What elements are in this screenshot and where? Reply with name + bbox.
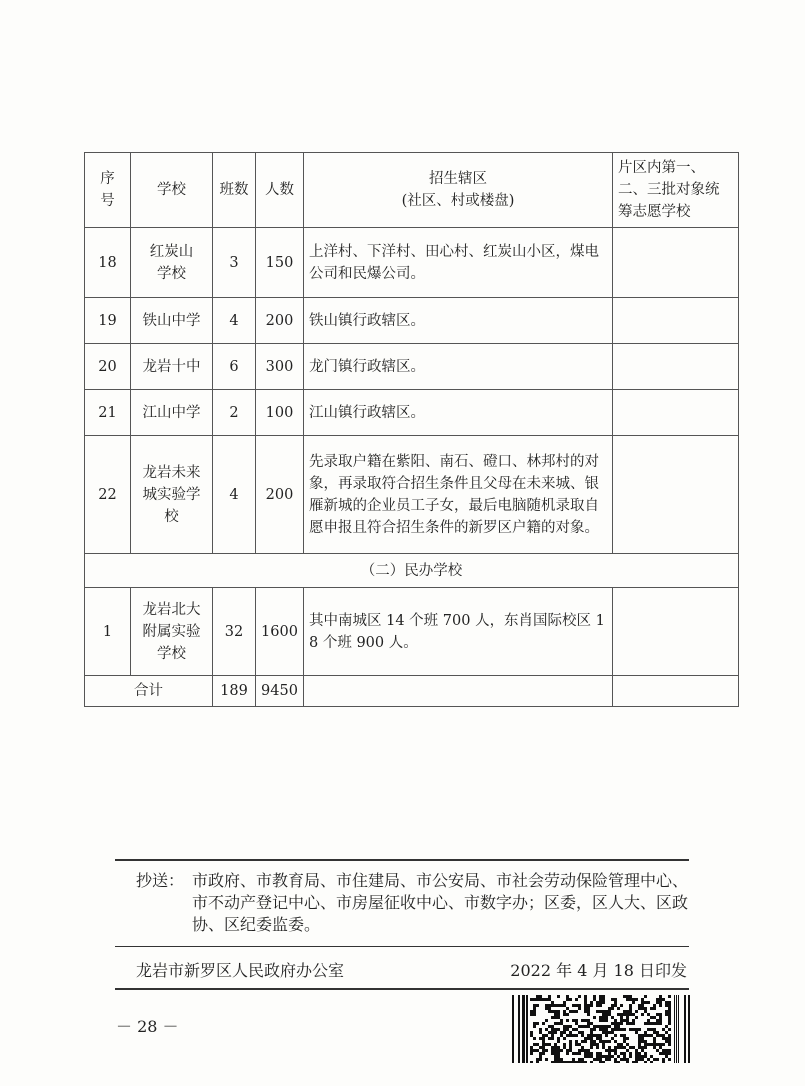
- issuing-office: 龙岩市新罗区人民政府办公室: [136, 961, 345, 980]
- section-title: （二）民办学校: [85, 554, 739, 588]
- cell-students: 1600: [256, 588, 304, 676]
- cell-batch: [613, 228, 739, 298]
- enrollment-table: [84, 152, 739, 707]
- cell-seq: 21: [85, 390, 131, 436]
- header-school: 学校: [131, 153, 213, 228]
- cell-school: 龙岩十中: [131, 344, 213, 390]
- total-row: [85, 676, 739, 707]
- cell-school: 龙岩未来 城实验学 校: [131, 436, 213, 554]
- header-batch: 片区内第一、二、三批对象统筹志愿学校: [613, 153, 739, 228]
- cell-seq: 19: [85, 298, 131, 344]
- cell-zone: 先录取户籍在紫阳、南石、磴口、林邦村的对象，再录取符合招生条件且父母在未来城、银雁新城的企业员工子女，最后电脑随机录取自愿申报且符合招生条件的新罗区户籍的对象。: [304, 436, 613, 554]
- cell-zone: 上洋村、下洋村、田心村、红炭山小区，煤电公司和民爆公司。: [304, 228, 613, 298]
- top-rule: [115, 859, 689, 861]
- total-batch: [613, 676, 739, 707]
- header-students: 人数: [256, 153, 304, 228]
- table-row: [85, 344, 739, 390]
- cell-batch: [613, 344, 739, 390]
- cell-classes: 2: [213, 390, 256, 436]
- cell-students: 100: [256, 390, 304, 436]
- cell-students: 150: [256, 228, 304, 298]
- cell-seq: 18: [85, 228, 131, 298]
- cc-label: 抄送：: [136, 871, 185, 890]
- total-classes: 189: [213, 676, 256, 707]
- table-row: [85, 588, 739, 676]
- total-zone: [304, 676, 613, 707]
- cell-school: 红炭山 学校: [131, 228, 213, 298]
- cell-classes: 4: [213, 298, 256, 344]
- cell-seq: 22: [85, 436, 131, 554]
- cell-zone: 其中南城区 14 个班 700 人，东肖国际校区 18 个班 900 人。: [304, 588, 613, 676]
- cell-students: 300: [256, 344, 304, 390]
- cell-students: 200: [256, 298, 304, 344]
- cell-school: 江山中学: [131, 390, 213, 436]
- table-header-row: [85, 153, 739, 228]
- cell-classes: 6: [213, 344, 256, 390]
- section-row: [85, 554, 739, 588]
- table-row: [85, 390, 739, 436]
- table-row: [85, 298, 739, 344]
- total-label: 合计: [85, 676, 213, 707]
- cell-classes: 32: [213, 588, 256, 676]
- cell-batch: [613, 588, 739, 676]
- header-seq-text: 序 号: [100, 171, 115, 209]
- header-classes: 班数: [213, 153, 256, 228]
- cell-batch: [613, 436, 739, 554]
- cell-zone: 铁山镇行政辖区。: [304, 298, 613, 344]
- table-row: [85, 436, 739, 554]
- cell-classes: 3: [213, 228, 256, 298]
- cell-school: 铁山中学: [131, 298, 213, 344]
- issue-date: 2022 年 4 月 18 日印发: [510, 961, 687, 980]
- barcode-icon: [512, 995, 690, 1063]
- bottom-rule: [115, 988, 689, 990]
- cell-classes: 4: [213, 436, 256, 554]
- cell-batch: [613, 298, 739, 344]
- cell-students: 200: [256, 436, 304, 554]
- cell-school: 龙岩北大 附属实验 学校: [131, 588, 213, 676]
- cell-seq: 20: [85, 344, 131, 390]
- cell-zone: 龙门镇行政辖区。: [304, 344, 613, 390]
- cell-zone: 江山镇行政辖区。: [304, 390, 613, 436]
- total-students: 9450: [256, 676, 304, 707]
- table-row: [85, 228, 739, 298]
- cell-batch: [613, 390, 739, 436]
- cell-seq: 1: [85, 588, 131, 676]
- middle-rule: [115, 946, 689, 947]
- header-zone: 招生辖区 (社区、村或楼盘): [304, 153, 613, 228]
- header-seq: [85, 153, 131, 228]
- page-number: － 28 －: [116, 1017, 179, 1036]
- cc-recipients: 市政府、市教育局、市住建局、市公安局、市社会劳动保险管理中心、市不动产登记中心、市房屋征收中心、市数字办；区委，区人大、区政协、区纪委监委。: [192, 871, 689, 934]
